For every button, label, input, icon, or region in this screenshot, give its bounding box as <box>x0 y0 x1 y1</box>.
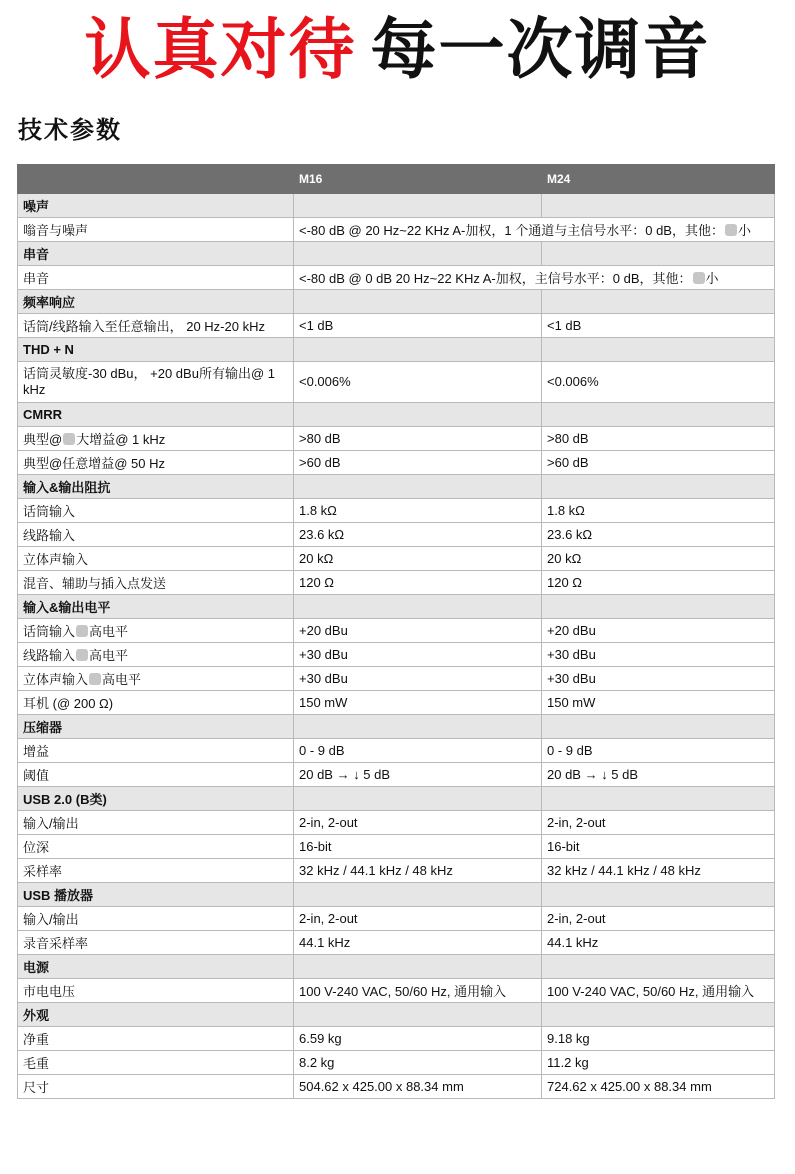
spec-value-m24: 2-in, 2-out <box>542 811 775 835</box>
category-empty-m16 <box>294 242 542 266</box>
spec-value-text: <-80 dB @ 0 dB 20 Hz~22 KHz A-加权，主信号水平：0 dB，其他： <box>299 271 692 286</box>
spec-label-text: 线路输入 <box>23 648 76 663</box>
spec-value-m24: 1.8 kΩ <box>542 499 775 523</box>
spec-label <box>18 619 294 643</box>
banner-red-text: 认真对待 <box>84 11 357 88</box>
spec-label: 阈值 <box>18 763 294 787</box>
table-row <box>18 547 775 571</box>
category-label: 压缩器 <box>18 715 294 739</box>
table-row <box>18 499 775 523</box>
category-row <box>18 595 775 619</box>
category-label: 输入&输出电平 <box>18 595 294 619</box>
table-row <box>18 571 775 595</box>
category-label: USB 播放器 <box>18 883 294 907</box>
spec-value-m24: 23.6 kΩ <box>542 523 775 547</box>
spec-value-m24: 2-in, 2-out <box>542 907 775 931</box>
spec-value-m16: 100 V-240 VAC, 50/60 Hz, 通用输入 <box>294 979 542 1003</box>
table-row <box>18 314 775 338</box>
category-empty-m16 <box>294 290 542 314</box>
spec-value-m24: +30 dBu <box>542 667 775 691</box>
table-row <box>18 859 775 883</box>
category-empty-m24 <box>542 883 775 907</box>
spec-label: 嗡音与噪声 <box>18 218 294 242</box>
category-row <box>18 242 775 266</box>
table-header-row <box>18 165 775 194</box>
spec-label-tail: 高电平 <box>102 672 142 687</box>
spec-label-text: 立体声输入 <box>23 672 89 687</box>
spec-value-m16: 150 mW <box>294 691 542 715</box>
category-row <box>18 403 775 427</box>
category-row <box>18 715 775 739</box>
category-empty-m24 <box>542 715 775 739</box>
redaction-mark <box>76 649 88 661</box>
table-row <box>18 1027 775 1051</box>
category-empty-m24 <box>542 475 775 499</box>
table-row <box>18 763 775 787</box>
spec-value-m24: >60 dB <box>542 451 775 475</box>
spec-value-m24: >80 dB <box>542 427 775 451</box>
spec-value-m16: 2-in, 2-out <box>294 811 542 835</box>
spec-label: 典型@任意增益@ 50 Hz <box>18 451 294 475</box>
spec-value-m24: 20 kΩ <box>542 547 775 571</box>
table-row <box>18 1051 775 1075</box>
section-title: 技术参数 <box>18 116 122 144</box>
category-label: 电源 <box>18 955 294 979</box>
spec-value-m24: 9.18 kg <box>542 1027 775 1051</box>
redaction-mark <box>89 673 101 685</box>
spec-value-m16: 23.6 kΩ <box>294 523 542 547</box>
category-empty-m24 <box>542 242 775 266</box>
category-empty-m16 <box>294 955 542 979</box>
spec-label: 输入/输出 <box>18 907 294 931</box>
spec-label: 线路输入 <box>18 523 294 547</box>
category-empty-m24 <box>542 403 775 427</box>
spec-table <box>17 164 775 1099</box>
spec-value-shared <box>294 218 775 242</box>
category-empty-m16 <box>294 338 542 362</box>
spec-value-m16: +30 dBu <box>294 643 542 667</box>
spec-label: 增益 <box>18 739 294 763</box>
spec-value-m24: 120 Ω <box>542 571 775 595</box>
table-row <box>18 643 775 667</box>
spec-value-m16: >60 dB <box>294 451 542 475</box>
category-row <box>18 475 775 499</box>
spec-value-m16: 20 dB → ↓ 5 dB <box>294 763 542 787</box>
category-label: 串音 <box>18 242 294 266</box>
spec-value-m16: 8.2 kg <box>294 1051 542 1075</box>
spec-value-m24: +30 dBu <box>542 643 775 667</box>
table-row <box>18 266 775 290</box>
category-empty-m16 <box>294 194 542 218</box>
spec-value-m16: 44.1 kHz <box>294 931 542 955</box>
category-label: USB 2.0 (B类) <box>18 787 294 811</box>
category-row <box>18 883 775 907</box>
table-row <box>18 523 775 547</box>
category-empty-m16 <box>294 475 542 499</box>
redaction-mark <box>725 224 737 236</box>
spec-value-m16: >80 dB <box>294 427 542 451</box>
table-row <box>18 427 775 451</box>
spec-value-m24: 44.1 kHz <box>542 931 775 955</box>
table-row <box>18 218 775 242</box>
category-empty-m24 <box>542 290 775 314</box>
spec-value-m16: <1 dB <box>294 314 542 338</box>
header-cell-m16: M16 <box>294 165 542 194</box>
category-row <box>18 290 775 314</box>
spec-label <box>18 667 294 691</box>
table-body <box>18 194 775 1099</box>
table-row <box>18 739 775 763</box>
category-empty-m24 <box>542 595 775 619</box>
category-empty-m24 <box>542 787 775 811</box>
spec-value-m24: <0.006% <box>542 362 775 403</box>
spec-value-m24: 100 V-240 VAC, 50/60 Hz, 通用输入 <box>542 979 775 1003</box>
spec-value-m24: 20 dB → ↓ 5 dB <box>542 763 775 787</box>
spec-value-m16: +20 dBu <box>294 619 542 643</box>
category-label: 输入&输出阻抗 <box>18 475 294 499</box>
category-empty-m16 <box>294 1003 542 1027</box>
category-empty-m16 <box>294 595 542 619</box>
spec-value-m24: 724.62 x 425.00 x 88.34 mm <box>542 1075 775 1099</box>
spec-label: 毛重 <box>18 1051 294 1075</box>
spec-label-tail: 高电平 <box>89 648 129 663</box>
spec-label: 净重 <box>18 1027 294 1051</box>
spec-value-text: <-80 dB @ 20 Hz~22 KHz A-加权，1 个通道与主信号水平：0 dB，其他： <box>299 223 724 238</box>
spec-label: 市电电压 <box>18 979 294 1003</box>
category-label: CMRR <box>18 403 294 427</box>
category-row <box>18 1003 775 1027</box>
spec-value-m16: 32 kHz / 44.1 kHz / 48 kHz <box>294 859 542 883</box>
spec-value-m24: +20 dBu <box>542 619 775 643</box>
spec-label: 混音、辅助与插入点发送 <box>18 571 294 595</box>
spec-value-m16: 120 Ω <box>294 571 542 595</box>
spec-label-text: 典型@ <box>23 432 63 447</box>
spec-label: 输入/输出 <box>18 811 294 835</box>
spec-label-text: 话筒输入 <box>23 624 76 639</box>
table-row <box>18 811 775 835</box>
category-row <box>18 194 775 218</box>
spec-value-m16: 2-in, 2-out <box>294 907 542 931</box>
spec-value-m24: 150 mW <box>542 691 775 715</box>
spec-label: 话筒灵敏度-30 dBu， +20 dBu所有输出@ 1 kHz <box>18 362 294 403</box>
category-label: 外观 <box>18 1003 294 1027</box>
spec-label: 尺寸 <box>18 1075 294 1099</box>
table-row <box>18 619 775 643</box>
banner-black-text: 每一次调音 <box>370 11 711 88</box>
table-row <box>18 835 775 859</box>
category-empty-m24 <box>542 1003 775 1027</box>
category-label: 频率响应 <box>18 290 294 314</box>
category-row <box>18 787 775 811</box>
spec-value-m24: 16-bit <box>542 835 775 859</box>
spec-label: 话筒/线路输入至任意输出， 20 Hz-20 kHz <box>18 314 294 338</box>
category-label: 噪声 <box>18 194 294 218</box>
category-empty-m16 <box>294 787 542 811</box>
category-empty-m24 <box>542 955 775 979</box>
spec-value-m16: 1.8 kΩ <box>294 499 542 523</box>
spec-value-m16: 16-bit <box>294 835 542 859</box>
spec-value-m16: 0 - 9 dB <box>294 739 542 763</box>
spec-label: 录音采样率 <box>18 931 294 955</box>
table-row <box>18 1075 775 1099</box>
spec-label-tail: 高电平 <box>89 624 129 639</box>
redaction-mark <box>693 272 705 284</box>
spec-value-m24: 0 - 9 dB <box>542 739 775 763</box>
spec-value-m16: 504.62 x 425.00 x 88.34 mm <box>294 1075 542 1099</box>
spec-label: 采样率 <box>18 859 294 883</box>
header-cell-m24: M24 <box>542 165 775 194</box>
spec-label <box>18 427 294 451</box>
header-cell-label <box>18 165 294 194</box>
spec-label: 位深 <box>18 835 294 859</box>
spec-label: 耳机 (@ 200 Ω) <box>18 691 294 715</box>
table-row <box>18 362 775 403</box>
table-row <box>18 907 775 931</box>
spec-value-m16: +30 dBu <box>294 667 542 691</box>
promo-banner <box>0 6 795 94</box>
spec-value-m24: 32 kHz / 44.1 kHz / 48 kHz <box>542 859 775 883</box>
spec-label: 串音 <box>18 266 294 290</box>
spec-value-m24: 11.2 kg <box>542 1051 775 1075</box>
category-empty-m24 <box>542 194 775 218</box>
table-row <box>18 451 775 475</box>
category-row <box>18 338 775 362</box>
redaction-mark <box>63 433 75 445</box>
spec-value-tail: 小 <box>737 223 751 238</box>
table-row <box>18 667 775 691</box>
spec-label-tail: 大增益@ 1 kHz <box>76 432 166 447</box>
spec-label: 立体声输入 <box>18 547 294 571</box>
spec-label: 话筒输入 <box>18 499 294 523</box>
category-empty-m24 <box>542 338 775 362</box>
spec-value-m16: 6.59 kg <box>294 1027 542 1051</box>
table-row <box>18 979 775 1003</box>
spec-label <box>18 643 294 667</box>
category-empty-m16 <box>294 403 542 427</box>
category-label: THD + N <box>18 338 294 362</box>
redaction-mark <box>76 625 88 637</box>
category-empty-m16 <box>294 715 542 739</box>
table-row <box>18 691 775 715</box>
spec-value-m24: <1 dB <box>542 314 775 338</box>
spec-value-m16: 20 kΩ <box>294 547 542 571</box>
table-row <box>18 931 775 955</box>
category-row <box>18 955 775 979</box>
spec-value-tail: 小 <box>705 271 719 286</box>
category-empty-m16 <box>294 883 542 907</box>
spec-value-shared <box>294 266 775 290</box>
spec-value-m16: <0.006% <box>294 362 542 403</box>
